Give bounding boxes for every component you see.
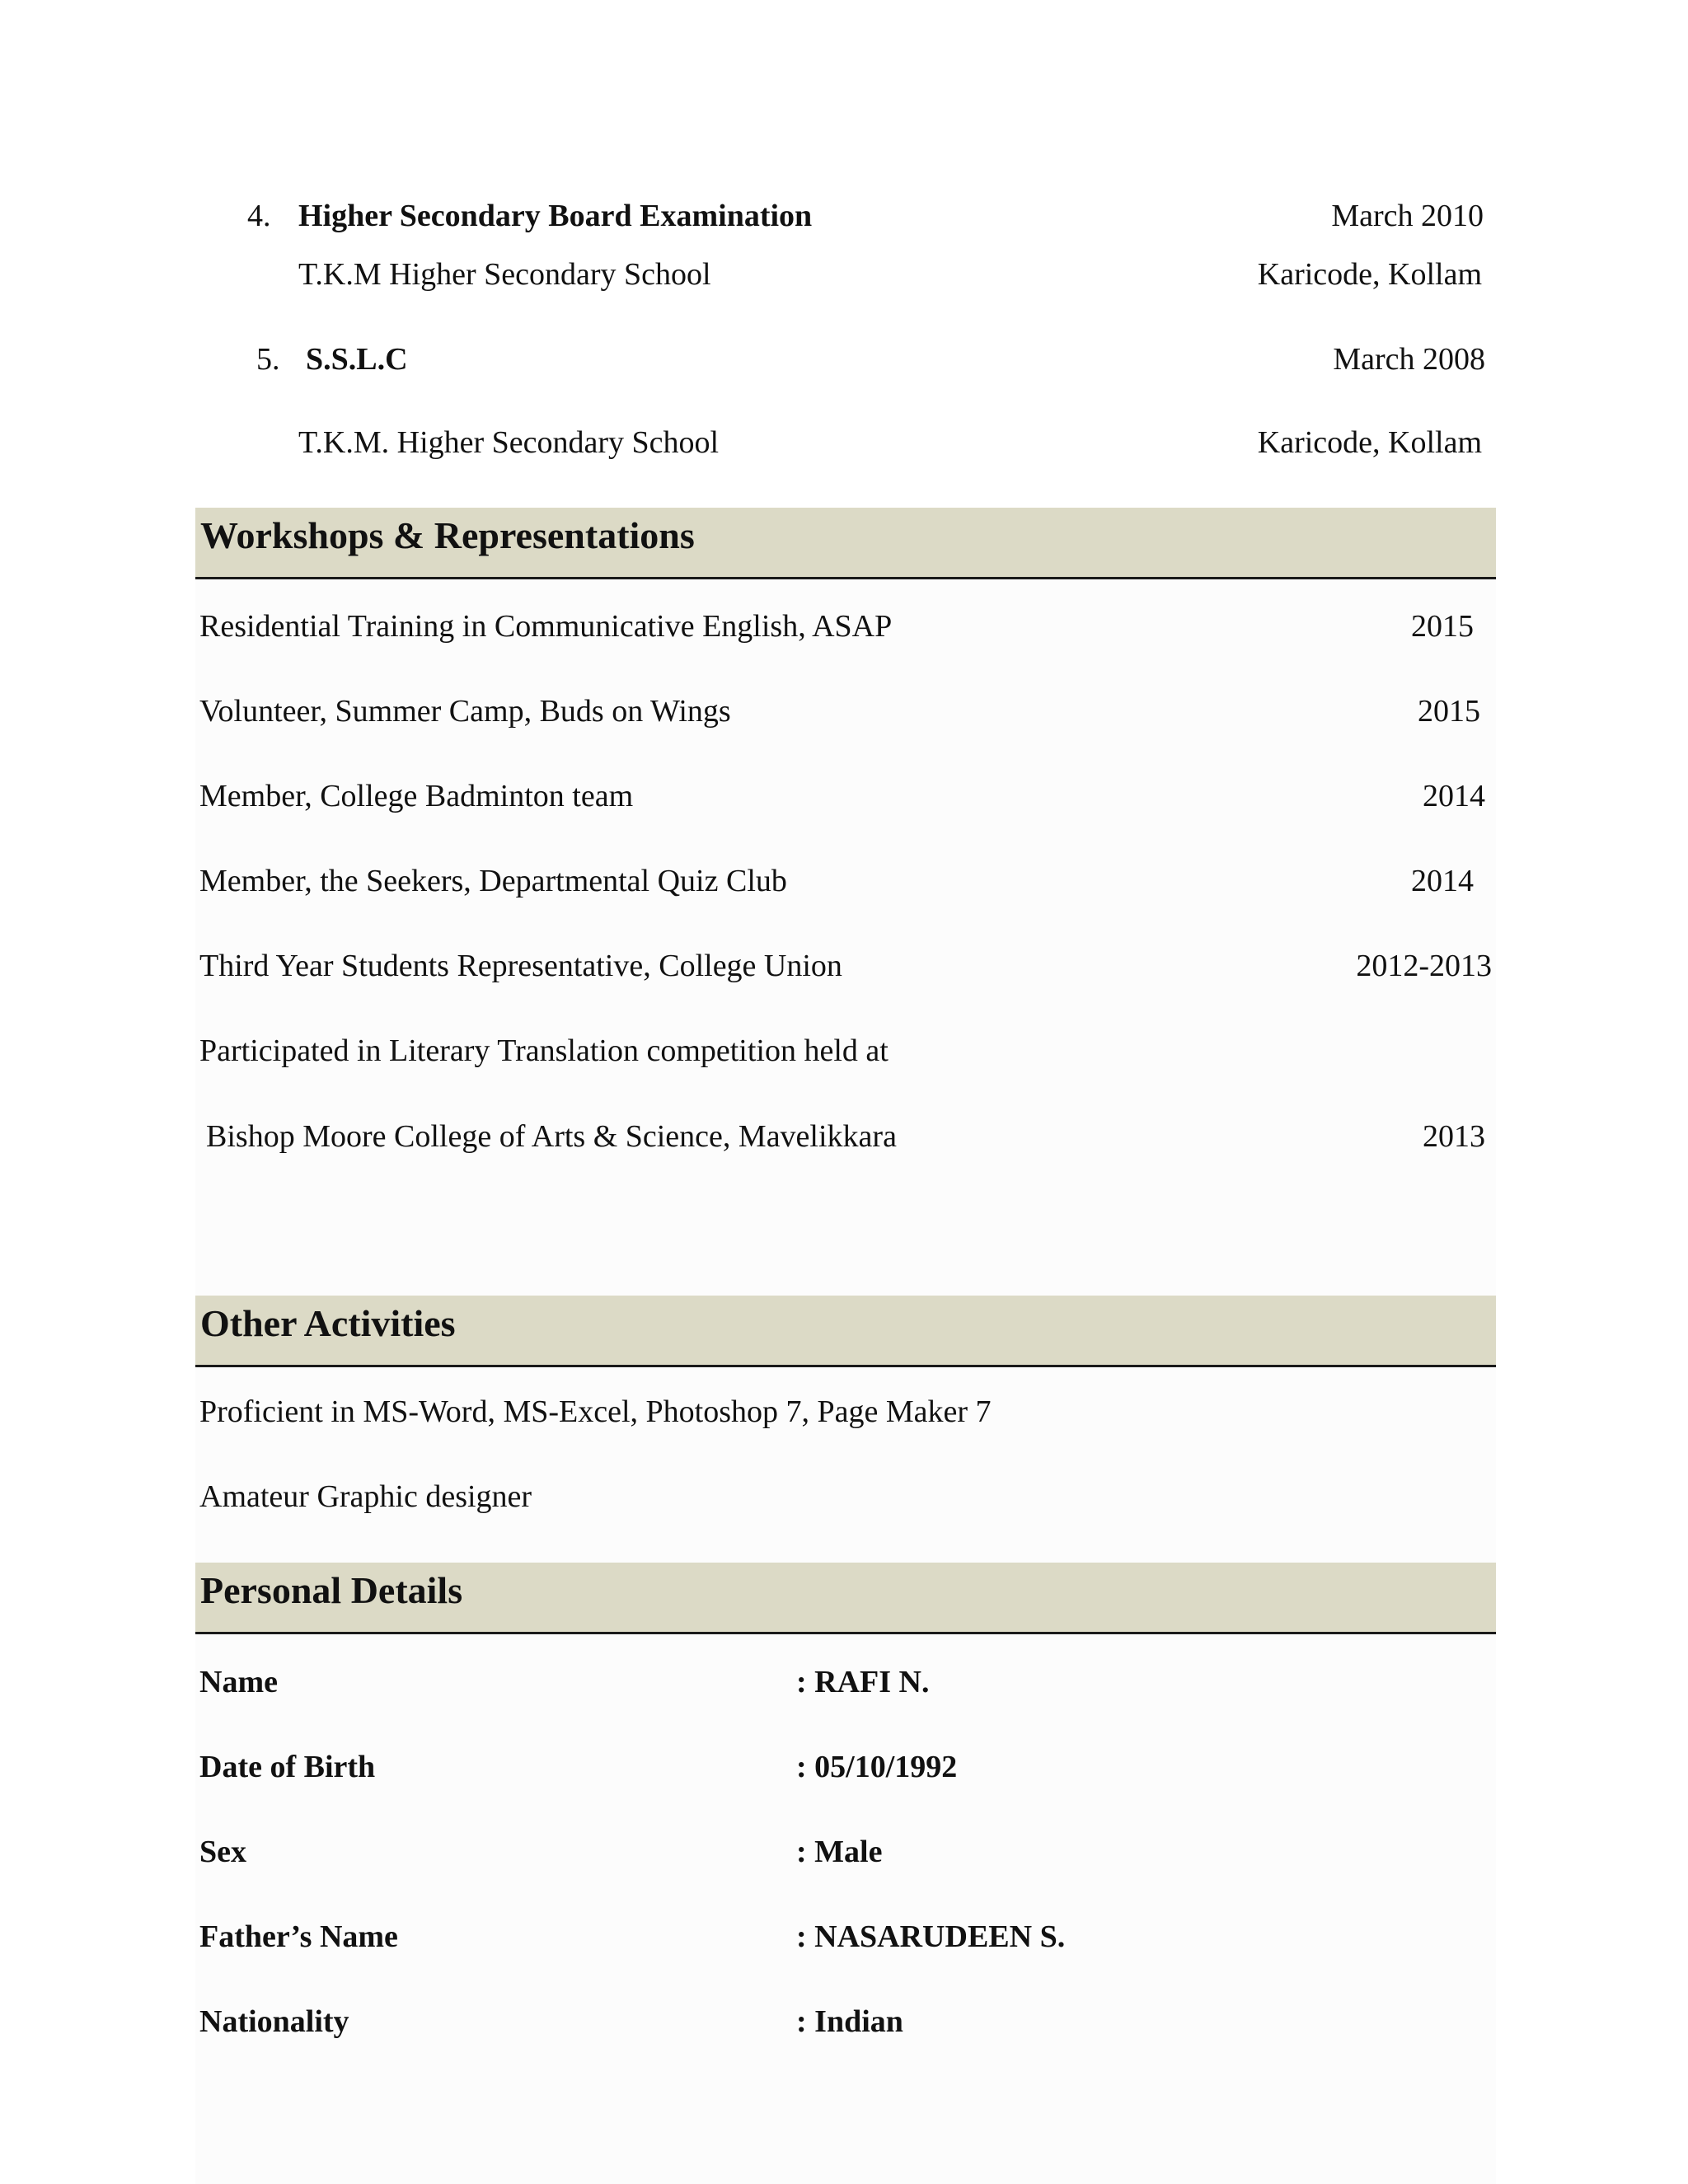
workshop-year: 2012-2013 [1356, 949, 1492, 983]
workshop-text: Participated in Literary Translation competition held at [199, 1033, 889, 1068]
detail-label: Date of Birth [199, 1750, 376, 1784]
workshop-year: 2014 [1411, 864, 1474, 898]
education-number: 4. [247, 199, 271, 233]
education-date: March 2008 [1333, 342, 1485, 377]
workshop-text: Third Year Students Representative, College Union [199, 949, 842, 983]
detail-value: : RAFI N. [796, 1665, 930, 1699]
list-item: Proficient in MS-Word, MS-Excel, Photoshop 7, Page Maker 7 [199, 1394, 992, 1429]
workshop-year: 2015 [1411, 609, 1474, 644]
workshop-year: 2014 [1423, 779, 1485, 813]
workshop-text: Member, the Seekers, Departmental Quiz Club [199, 864, 787, 898]
detail-label: Sex [199, 1835, 246, 1869]
other-activities-section-header [195, 1296, 1496, 1367]
education-title: S.S.L.C [306, 342, 408, 377]
workshop-year: 2015 [1418, 694, 1480, 729]
list-item: Amateur Graphic designer [199, 1479, 532, 1514]
section-title: Workshops & Representations [200, 514, 695, 556]
detail-value: : NASARUDEEN S. [796, 1919, 1066, 1954]
education-date: March 2010 [1331, 199, 1484, 233]
detail-label: Name [199, 1665, 278, 1699]
education-school: T.K.M. Higher Secondary School [298, 425, 720, 460]
workshop-text: Volunteer, Summer Camp, Buds on Wings [199, 694, 731, 729]
workshop-text: Residential Training in Communicative English, ASAP [199, 609, 893, 644]
detail-value: : Male [796, 1835, 883, 1869]
education-place: Karicode, Kollam [1257, 425, 1482, 460]
workshops-section-header [195, 508, 1496, 579]
detail-value: : 05/10/1992 [796, 1750, 958, 1784]
workshop-text: Bishop Moore College of Arts & Science, Mavelikkara [206, 1119, 897, 1154]
section-title: Personal Details [200, 1569, 463, 1611]
section-title: Other Activities [200, 1302, 456, 1344]
workshop-year: 2013 [1423, 1119, 1485, 1154]
detail-label: Nationality [199, 2004, 349, 2039]
detail-label: Father’s Name [199, 1919, 398, 1954]
personal-details-section-header [195, 1563, 1496, 1634]
education-school: T.K.M Higher Secondary School [298, 257, 711, 292]
education-number: 5. [256, 342, 280, 377]
education-title: Higher Secondary Board Examination [298, 199, 813, 233]
workshop-text: Member, College Badminton team [199, 779, 634, 813]
detail-value: : Indian [796, 2004, 903, 2039]
education-place: Karicode, Kollam [1257, 257, 1482, 292]
